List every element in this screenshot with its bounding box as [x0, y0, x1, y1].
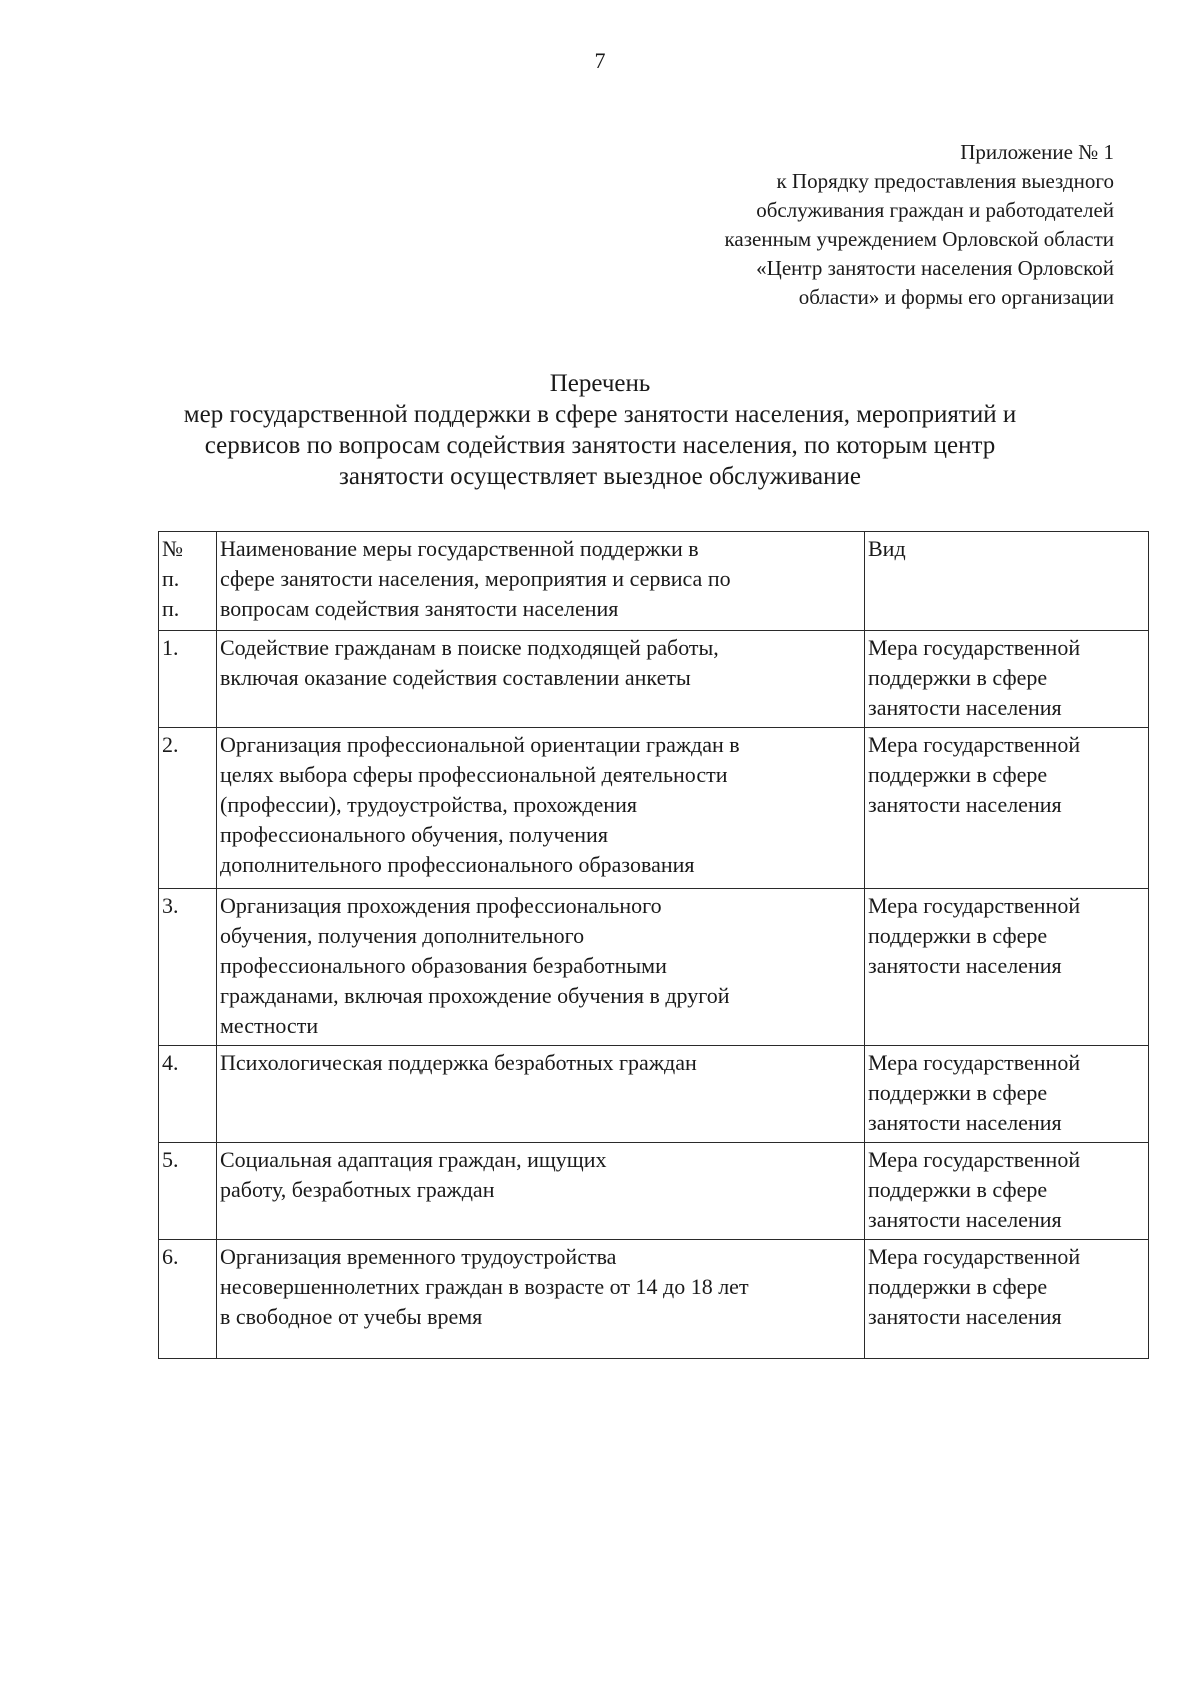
table-header-row [159, 532, 1149, 631]
row-name-line: в свободное от учебы время [220, 1304, 483, 1329]
appendix-line: казенным учреждением Орловской области [724, 227, 1114, 251]
header-num-line: п. [162, 566, 180, 591]
row-kind-cell [865, 1240, 1149, 1359]
row-name-line: местности [220, 1013, 319, 1038]
measures-table [158, 531, 1149, 1359]
row-name-cell [217, 1143, 865, 1240]
row-kind-line: занятости населения [868, 792, 1062, 817]
table-row [159, 728, 1149, 889]
row-kind-line: занятости населения [868, 1110, 1062, 1135]
row-kind-line: занятости населения [868, 1207, 1062, 1232]
row-name-line: профессионального образования безработными [220, 953, 667, 978]
appendix-line: области» и формы его организации [798, 285, 1114, 309]
appendix-line: обслуживания граждан и работодателей [756, 198, 1114, 222]
row-name-line: работу, безработных граждан [220, 1177, 495, 1202]
row-kind-line: занятости населения [868, 953, 1062, 978]
row-kind-line: Мера государственной [868, 732, 1081, 757]
row-kind-cell [865, 631, 1149, 728]
title-line: сервисов по вопросам содействия занятости населения, по которым центр [204, 432, 996, 459]
title-heading: Перечень [549, 370, 651, 397]
row-name-line: гражданами, включая прохождение обучения в другой [220, 983, 730, 1008]
document-title [0, 368, 1200, 492]
appendix-line: к Порядку предоставления выездного [776, 169, 1114, 193]
row-name-cell [217, 631, 865, 728]
title-line: занятости осуществляет выездное обслуживание [338, 463, 862, 490]
appendix-block [554, 138, 1114, 312]
table-row [159, 1240, 1149, 1359]
appendix-line: «Центр занятости населения Орловской [756, 256, 1114, 280]
row-kind-line: поддержки в сфере [868, 923, 1048, 948]
row-kind-line: поддержки в сфере [868, 1080, 1048, 1105]
row-name-line: (профессии), трудоустройства, прохождения [220, 792, 637, 817]
row-number: 6. [159, 1240, 217, 1359]
row-name-line: Психологическая поддержка безработных граждан [220, 1050, 697, 1075]
row-name-line: Организация профессиональной ориентации граждан в [220, 732, 740, 757]
row-number: 2. [159, 728, 217, 889]
header-kind-cell: Вид [865, 532, 1149, 631]
row-number: 5. [159, 1143, 217, 1240]
row-name-cell [217, 1240, 865, 1359]
row-kind-line: поддержки в сфере [868, 1274, 1048, 1299]
row-kind-cell [865, 728, 1149, 889]
row-name-line: несовершеннолетних граждан в возрасте от 14 до 18 лет [220, 1274, 749, 1299]
page-number: 7 [594, 48, 606, 73]
header-name-cell [217, 532, 865, 631]
title-line: мер государственной поддержки в сфере занятости населения, мероприятий и [183, 401, 1017, 428]
header-num-line: № [162, 536, 183, 561]
row-kind-cell [865, 889, 1149, 1046]
row-number: 1. [159, 631, 217, 728]
row-kind-line: Мера государственной [868, 1050, 1081, 1075]
table-row [159, 889, 1149, 1046]
row-kind-line: Мера государственной [868, 1244, 1081, 1269]
header-name-line: вопросам содействия занятости населения [220, 596, 619, 621]
row-name-cell [217, 728, 865, 889]
row-name-line: целях выбора сферы профессиональной деятельности [220, 762, 728, 787]
row-name-cell [217, 1046, 865, 1143]
row-kind-line: Мера государственной [868, 1147, 1081, 1172]
row-kind-line: поддержки в сфере [868, 665, 1048, 690]
row-kind-line: занятости населения [868, 1304, 1062, 1329]
row-name-line: Социальная адаптация граждан, ищущих [220, 1147, 607, 1172]
row-name-line: Организация временного трудоустройства [220, 1244, 617, 1269]
row-name-line: включая оказание содействия составлении анкеты [220, 665, 691, 690]
row-name-cell [217, 889, 865, 1046]
row-name-line: дополнительного профессионального образования [220, 852, 695, 877]
table-row [159, 1143, 1149, 1240]
header-num-cell [159, 532, 217, 631]
row-kind-line: поддержки в сфере [868, 762, 1048, 787]
row-kind-line: Мера государственной [868, 635, 1081, 660]
row-kind-line: занятости населения [868, 695, 1062, 720]
row-name-line: Организация прохождения профессионального [220, 893, 662, 918]
header-name-line: Наименование меры государственной поддержки в [220, 536, 699, 561]
row-kind-cell [865, 1143, 1149, 1240]
table-row [159, 1046, 1149, 1143]
table-row [159, 631, 1149, 728]
row-number: 4. [159, 1046, 217, 1143]
row-number: 3. [159, 889, 217, 1046]
row-kind-line: Мера государственной [868, 893, 1081, 918]
row-name-line: профессионального обучения, получения [220, 822, 608, 847]
header-name-line: сфере занятости населения, мероприятия и сервиса по [220, 566, 731, 591]
row-name-line: Содействие гражданам в поиске подходящей работы, [220, 635, 719, 660]
appendix-line: Приложение № 1 [960, 140, 1114, 164]
row-name-line: обучения, получения дополнительного [220, 923, 585, 948]
row-kind-cell [865, 1046, 1149, 1143]
row-kind-line: поддержки в сфере [868, 1177, 1048, 1202]
header-num-line: п. [162, 596, 180, 621]
